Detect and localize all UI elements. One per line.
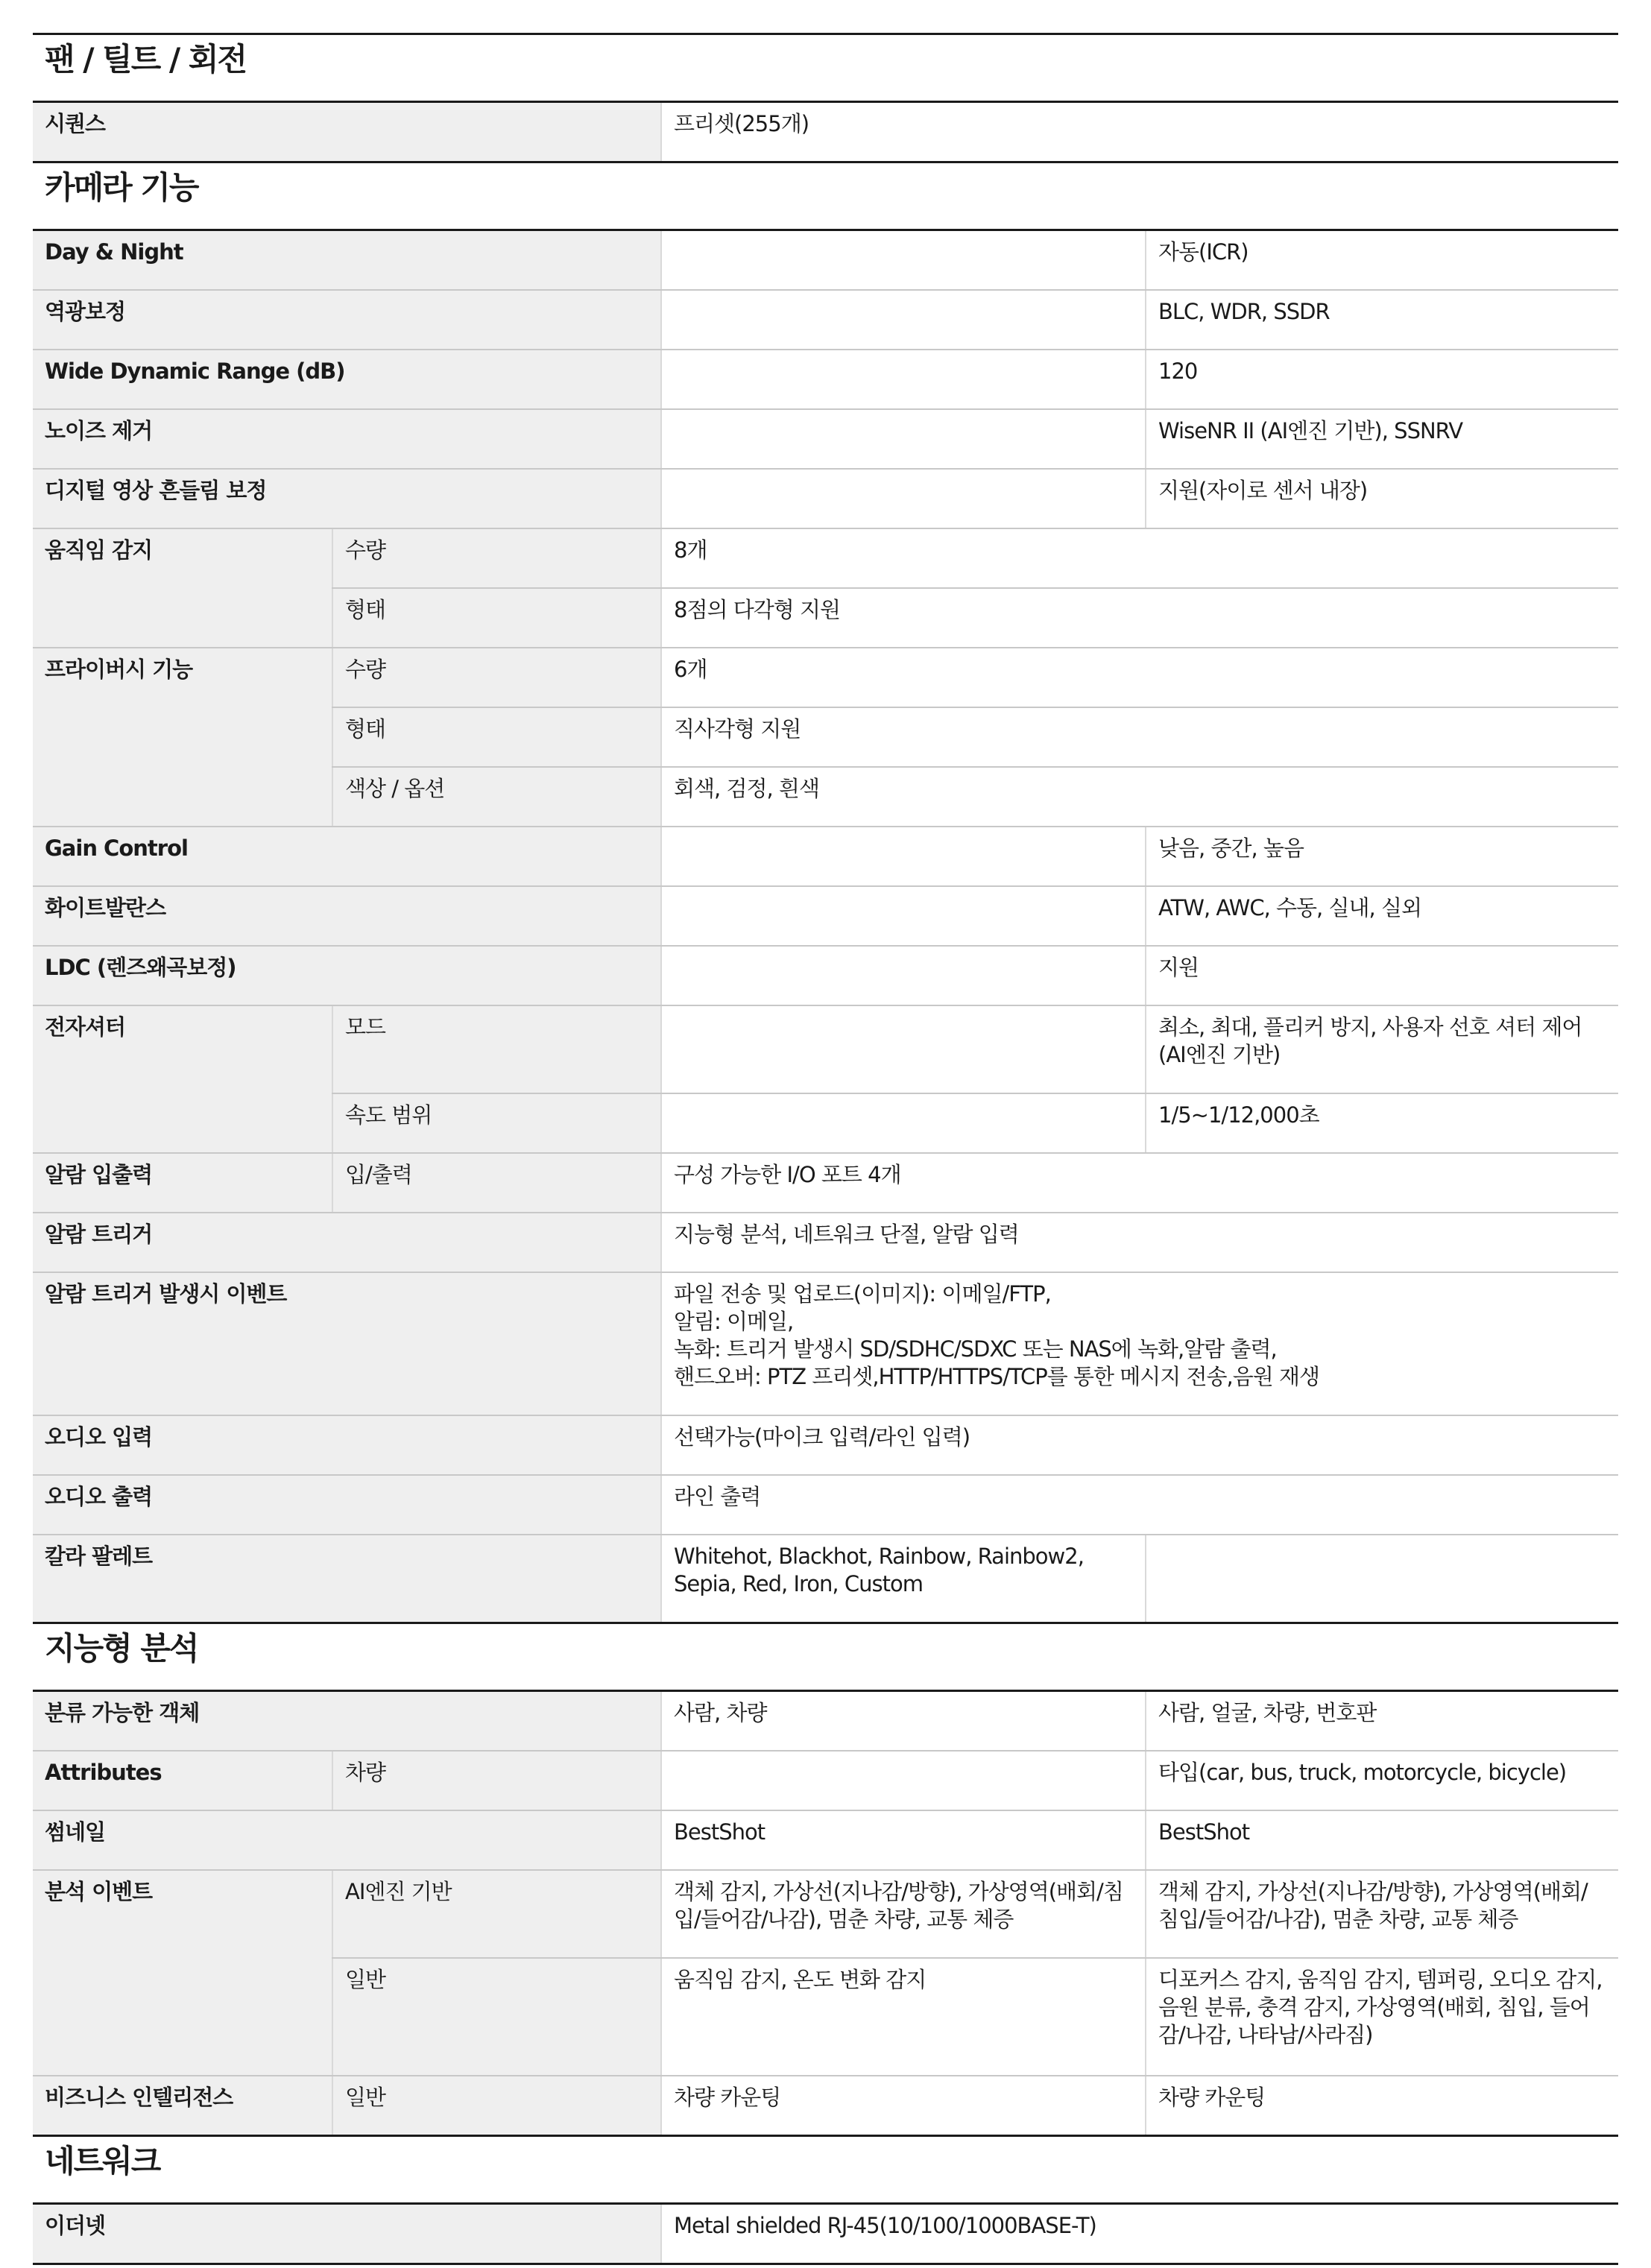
row-value: BestShot	[661, 1810, 1146, 1870]
row-value: 객체 감지, 가상선(지나감/방향), 가상영역(배회/침입/들어감/나감), 멈춘 차량, 교통 체증	[1146, 1870, 1618, 1958]
row-label: 노이즈 제거	[33, 409, 661, 469]
row-value: Metal shielded RJ-45(10/100/1000BASE-T)	[661, 2204, 1618, 2264]
row-noise	[33, 409, 1618, 469]
section-ptz	[33, 34, 1618, 102]
row-value-empty	[661, 827, 1146, 886]
row-label: 알람 트리거	[33, 1213, 661, 1272]
row-sublabel: 형태	[332, 707, 661, 767]
row-label: 역광보정	[33, 290, 661, 350]
row-value: 차량 카운팅	[661, 2076, 1146, 2136]
row-label: 오디오 입력	[33, 1415, 661, 1475]
row-sequence	[33, 102, 1618, 162]
section-title-ptz: 팬 / 틸트 / 회전	[33, 34, 1618, 102]
row-sublabel: 일반	[332, 1958, 661, 2076]
row-dis	[33, 469, 1618, 528]
row-sublabel: AI엔진 기반	[332, 1870, 661, 1958]
row-value: 지원(자이로 센서 내장)	[1146, 469, 1618, 528]
row-value: 파일 전송 및 업로드(이미지): 이메일/FTP, 알림: 이메일, 녹화: 트리거 발생시 SD/SDHC/SDXC 또는 NAS에 녹화,알람 출력, 핸드오버: PTZ 프리셋,HTTP/HTTPS/TCP를 통한 메시지 전송,음원 재생	[661, 1272, 1618, 1415]
row-value-empty	[661, 469, 1146, 528]
row-sublabel: 모드	[332, 1005, 661, 1093]
row-value: 회색, 검정, 흰색	[661, 767, 1618, 827]
row-bi	[33, 2076, 1618, 2136]
row-ethernet	[33, 2204, 1618, 2264]
spec-table	[33, 33, 1618, 2265]
row-label: 분석 이벤트	[33, 1870, 332, 2076]
row-ldc	[33, 946, 1618, 1005]
row-value-empty	[661, 1005, 1146, 1093]
row-label: Wide Dynamic Range (dB)	[33, 350, 661, 409]
row-value: 8점의 다각형 지원	[661, 588, 1618, 648]
row-label: 썸네일	[33, 1810, 661, 1870]
row-sublabel: 형태	[332, 588, 661, 648]
row-label: 알람 트리거 발생시 이벤트	[33, 1272, 661, 1415]
row-value-empty	[1146, 1535, 1618, 1623]
row-shutter-mode	[33, 1005, 1618, 1093]
row-value: 객체 감지, 가상선(지나감/방향), 가상영역(배회/침입/들어감/나감), 멈춘 차량, 교통 체증	[661, 1870, 1146, 1958]
row-label: 비즈니스 인텔리전스	[33, 2076, 332, 2136]
row-value: 120	[1146, 350, 1618, 409]
row-value-empty	[661, 409, 1146, 469]
row-value-empty	[661, 946, 1146, 1005]
row-label: 시퀀스	[33, 102, 661, 162]
row-label: 오디오 출력	[33, 1475, 661, 1535]
row-label: LDC (렌즈왜곡보정)	[33, 946, 661, 1005]
row-value: BLC, WDR, SSDR	[1146, 290, 1618, 350]
row-thumbnail	[33, 1810, 1618, 1870]
row-value-empty	[661, 886, 1146, 946]
section-network	[33, 2136, 1618, 2204]
row-label: 움직임 감지	[33, 528, 332, 648]
row-day-night	[33, 230, 1618, 291]
row-value: 구성 가능한 I/O 포트 4개	[661, 1153, 1618, 1213]
section-camera	[33, 162, 1618, 230]
row-value: 선택가능(마이크 입력/라인 입력)	[661, 1415, 1618, 1475]
section-title-analytics: 지능형 분석	[33, 1623, 1618, 1691]
row-privacy-count	[33, 648, 1618, 707]
row-label: Day & Night	[33, 230, 661, 291]
row-label: Gain Control	[33, 827, 661, 886]
row-wb	[33, 886, 1618, 946]
row-value-empty	[661, 1093, 1146, 1153]
row-value: 자동(ICR)	[1146, 230, 1618, 291]
row-label: 칼라 팔레트	[33, 1535, 661, 1623]
row-label: 분류 가능한 객체	[33, 1691, 661, 1751]
row-label: 프라이버시 기능	[33, 648, 332, 827]
row-value: 지원	[1146, 946, 1618, 1005]
row-value: WiseNR II (AI엔진 기반), SSNRV	[1146, 409, 1618, 469]
row-value: 프리셋(255개)	[661, 102, 1618, 162]
row-value: 지능형 분석, 네트워크 단절, 알람 입력	[661, 1213, 1618, 1272]
row-motion-count	[33, 528, 1618, 588]
row-backlight	[33, 290, 1618, 350]
section-analytics	[33, 1623, 1618, 1691]
row-sublabel: 색상 / 옵션	[332, 767, 661, 827]
row-value: Whitehot, Blackhot, Rainbow, Rainbow2, Sepia, Red, Iron, Custom	[661, 1535, 1146, 1623]
row-value: 낮음, 중간, 높음	[1146, 827, 1618, 886]
row-label: 이더넷	[33, 2204, 661, 2264]
row-value: BestShot	[1146, 1810, 1618, 1870]
row-palette	[33, 1535, 1618, 1623]
row-value: 타입(car, bus, truck, motorcycle, bicycle)	[1146, 1751, 1618, 1810]
row-events-ai	[33, 1870, 1618, 1958]
row-alarm-io	[33, 1153, 1618, 1213]
row-sublabel: 수량	[332, 648, 661, 707]
row-sublabel: 입/출력	[332, 1153, 661, 1213]
row-value-empty	[661, 290, 1146, 350]
row-label: 알람 입출력	[33, 1153, 332, 1213]
row-value: ATW, AWC, 수동, 실내, 실외	[1146, 886, 1618, 946]
section-title-camera: 카메라 기능	[33, 162, 1618, 230]
row-value: 라인 출력	[661, 1475, 1618, 1535]
row-value: 직사각형 지원	[661, 707, 1618, 767]
row-value: 1/5~1/12,000초	[1146, 1093, 1618, 1153]
row-alarm-trigger	[33, 1213, 1618, 1272]
row-label: 전자셔터	[33, 1005, 332, 1153]
row-value-empty	[661, 1751, 1146, 1810]
row-wdr	[33, 350, 1618, 409]
row-value: 사람, 차량	[661, 1691, 1146, 1751]
row-alarm-event	[33, 1272, 1618, 1415]
row-value: 디포커스 감지, 움직임 감지, 템퍼링, 오디오 감지, 음원 분류, 충격 감지, 가상영역(배회, 침입, 들어감/나감, 나타남/사라짐)	[1146, 1958, 1618, 2076]
row-value: 최소, 최대, 플리커 방지, 사용자 선호 셔터 제어 (AI엔진 기반)	[1146, 1005, 1618, 1093]
row-value-empty	[661, 230, 1146, 291]
row-audio-out	[33, 1475, 1618, 1535]
row-value: 차량 카운팅	[1146, 2076, 1618, 2136]
row-value-empty	[661, 350, 1146, 409]
row-value: 6개	[661, 648, 1618, 707]
row-sublabel: 차량	[332, 1751, 661, 1810]
row-label: 디지털 영상 흔들림 보정	[33, 469, 661, 528]
row-objects	[33, 1691, 1618, 1751]
section-title-network: 네트워크	[33, 2136, 1618, 2204]
row-label: Attributes	[33, 1751, 332, 1810]
row-attributes	[33, 1751, 1618, 1810]
row-audio-in	[33, 1415, 1618, 1475]
row-value: 움직임 감지, 온도 변화 감지	[661, 1958, 1146, 2076]
row-value: 사람, 얼굴, 차량, 번호판	[1146, 1691, 1618, 1751]
row-sublabel: 수량	[332, 528, 661, 588]
row-value: 8개	[661, 528, 1618, 588]
spec-sheet	[33, 33, 1618, 2265]
row-sublabel: 속도 범위	[332, 1093, 661, 1153]
row-gain	[33, 827, 1618, 886]
row-label: 화이트발란스	[33, 886, 661, 946]
row-sublabel: 일반	[332, 2076, 661, 2136]
